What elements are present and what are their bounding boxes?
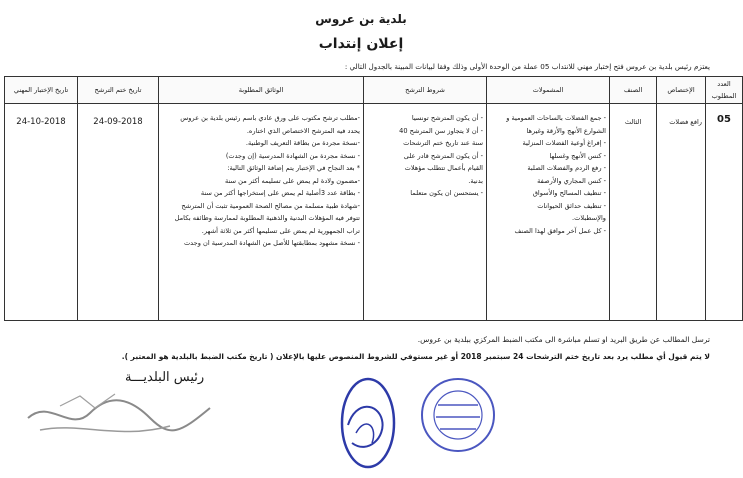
document-line: - بطاقة عدد 3أصلية لم يمض على إستخراجها أكثر من سنة bbox=[200, 189, 360, 197]
table-row bbox=[5, 104, 743, 321]
condition-line: - يستحسن ان يكون متعلما bbox=[410, 189, 483, 197]
recruitment-table bbox=[4, 76, 743, 321]
header-end: تاريخ ختم الترشح bbox=[78, 77, 159, 104]
document-line: -مضمون ولادة لم يمض على تسليمه أكثر من سنة bbox=[225, 176, 360, 185]
task-line: - إفراغ أوعية الفضلات المنزلية bbox=[522, 139, 606, 147]
task-line: - تنظيف حدائق الحيوانات bbox=[537, 201, 606, 210]
task-line: الشوارع الأنهج والأزقة وغيرها bbox=[526, 126, 606, 135]
submission-note: ترسل المطالب عن طريق البريد او تسلم مباشرة الى مكتب الضبط المركزي ببلدية بن عروس. bbox=[417, 335, 710, 344]
task-line: والإسطبلات. bbox=[572, 214, 606, 222]
document-line: - نسخة مجردة من الشهادة المدرسية (إن وجدت) bbox=[225, 151, 360, 160]
application-end-date: 24-09-2018 bbox=[93, 117, 143, 127]
condition-line: - أن يكون المترشح قادر على bbox=[403, 151, 483, 160]
document-line: تتوفر فيه المؤهلات البدنية والذهنية المطلوبة لممارسة وظائفه بكامل bbox=[174, 214, 360, 222]
document-line: -نسخة مجردة من بطاقة التعريف الوطنية. bbox=[245, 139, 360, 147]
condition-line: بدنية. bbox=[468, 176, 483, 185]
municipality-name: بلدية بن عروس bbox=[315, 12, 407, 26]
table-header-row bbox=[5, 77, 743, 104]
condition-line: - أن يكون المترشح تونسيا bbox=[411, 114, 483, 122]
document-line: * بعد النجاح في الإختبار يتم إضافة الوثائق التالية: bbox=[227, 164, 360, 172]
header-tasks: المشمولات bbox=[487, 77, 610, 104]
exam-date: 24-10-2018 bbox=[16, 117, 66, 127]
task-line: - كنس الأنهج وغسلها bbox=[549, 151, 606, 160]
cell-num: 05 bbox=[717, 114, 731, 125]
intro-text: يعتزم رئيس بلدية بن عروس فتح إختبار مهني للانتداب 05 عملة من الوحدة الأولى وذلك وفقا لبيانات المبينة بالجدول التالي : bbox=[344, 62, 710, 71]
document-line: - نسخة مشهود بمطابقتها للأصل من الشهادة المدرسية ان وجدت bbox=[183, 239, 360, 247]
header-cat: الصنف bbox=[610, 77, 657, 104]
header-spec: الإختصاص bbox=[657, 77, 706, 104]
announcement-title: إعلان إنتداب bbox=[318, 36, 404, 52]
document-line: يحدد فيه المترشح الاختصاص الذي اختاره. bbox=[246, 126, 360, 135]
header-date: تاريخ الإختبار المهني bbox=[5, 77, 78, 104]
task-line: - رفع الردم والفضلات الصلبة bbox=[527, 164, 606, 172]
condition-line: سنة عند تاريخ ختم الترشحات bbox=[403, 139, 483, 147]
cell-cat: الثالث bbox=[624, 118, 642, 126]
task-line: - كل عمل آخر موافق لهذا الصنف bbox=[514, 226, 606, 235]
condition-line: - أن لا يتجاوز سن المترشح 40 bbox=[399, 126, 483, 135]
document-line: -مطلب ترشح مكتوب على ورق عادي باسم رئيس بلدية بن عروس bbox=[180, 114, 360, 122]
header-num: العدد المطلوب bbox=[706, 77, 743, 104]
document-line: -شهادة طبية مسلمة من مصالح الصحة العمومية تثبت أن المترشح bbox=[181, 201, 360, 210]
document-line: تراب الجمهورية لم يمض على تسليمها أكثر من ثلاثة أشهر. bbox=[201, 226, 360, 235]
handwritten-signature bbox=[20, 378, 220, 448]
condition-line: القيام بأعمال تتطلب مؤهلات bbox=[404, 164, 483, 172]
deadline-note: لا يتم قبول أي مطلب يرد بعد تاريخ ختم الترشحات 24 سبتمبر 2018 أو غير مستوفي للشروط المنصوص عليها بالإعلان ( تاريخ مكتب الضبط بالبلدية هو المعتبر ). bbox=[121, 352, 710, 361]
official-stamp-icon bbox=[338, 365, 498, 475]
task-line: - تنظيف المسالح والأسواق bbox=[532, 189, 606, 197]
task-line: - كنس المجاري والأرصفة bbox=[537, 176, 606, 185]
task-line: - جمع الفضلات بالساحات العمومية و bbox=[506, 114, 606, 122]
signature-title: رئيس البلديـــة bbox=[125, 370, 205, 385]
header-docs: الوثائق المطلوبة bbox=[159, 77, 364, 104]
header-cond: شروط الترشح bbox=[364, 77, 487, 104]
cell-spec: رافع فضلات bbox=[669, 118, 702, 126]
